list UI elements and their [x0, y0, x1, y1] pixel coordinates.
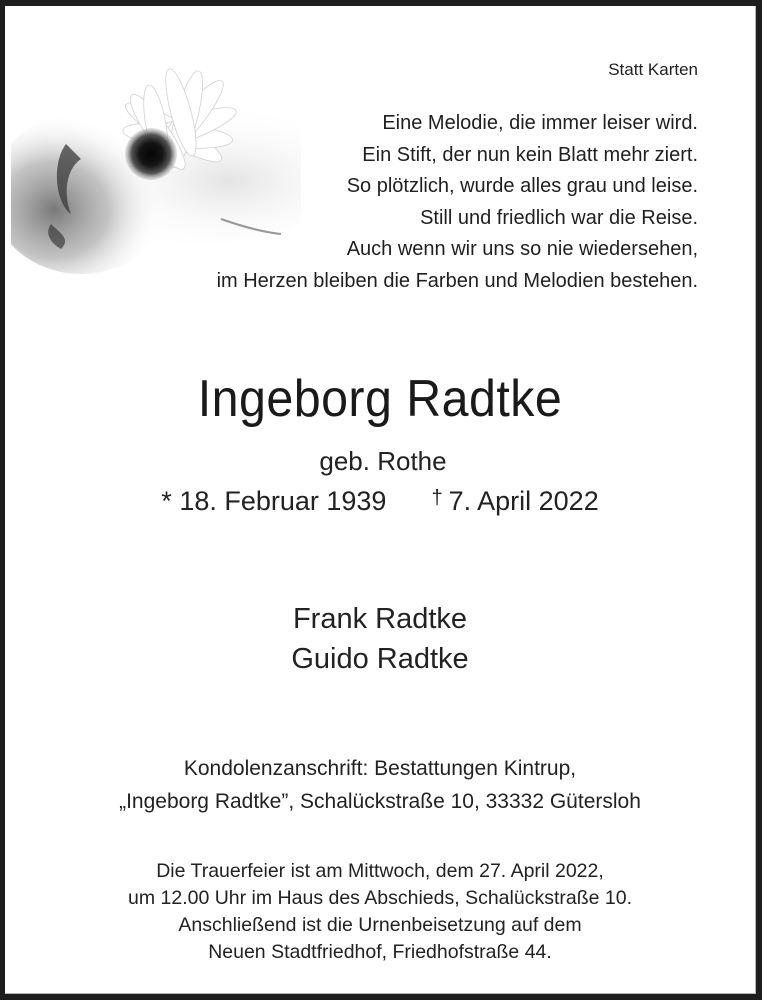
birth-date: 18. Februar 1939 [179, 486, 387, 516]
service-line: Neuen Stadtfriedhof, Friedhofstraße 44. [208, 941, 552, 963]
deceased-name: Ingeborg Radtke [197, 370, 563, 428]
cross-icon: † [431, 487, 443, 509]
statt-karten-note: Statt Karten [608, 60, 698, 79]
poem-line: Eine Melodie, die immer leiser wird. [382, 112, 698, 134]
death-date: 7. April 2022 [448, 486, 599, 516]
poem [217, 108, 698, 297]
life-dates [5, 486, 755, 517]
birth-name: geb. Rothe [319, 446, 447, 476]
poem-line: im Herzen bleiben die Farben und Melodien bestehen. [216, 269, 698, 292]
poem-line: Ein Stift, der nun kein Blatt mehr ziert. [362, 143, 698, 166]
service-line: Anschließend ist die Urnenbeisetzung auf dem [178, 914, 582, 936]
poem-line: Still und friedlich war die Reise. [420, 206, 698, 229]
poem-line: Auch wenn wir uns so nie wiedersehen, [346, 238, 698, 260]
funeral-service-info [5, 858, 755, 966]
address-line: „Ingeborg Radtke”, Schalückstraße 10, 33332 Gütersloh [119, 790, 641, 813]
obituary-notice [5, 6, 756, 994]
address-line: Kondolenzanschrift: Bestattungen Kintrup, [183, 757, 577, 780]
condolence-address [5, 752, 755, 818]
mourner-name: Frank Radtke [292, 603, 468, 635]
birth-star-icon: * [161, 486, 172, 516]
service-line: um 12.00 Uhr im Haus des Abschieds, Schalückstraße 10. [128, 887, 632, 909]
service-line: Die Trauerfeier ist am Mittwoch, dem 27. April 2022, [156, 860, 604, 882]
mourners-list [5, 599, 755, 679]
mourner-name: Guido Radtke [291, 643, 469, 675]
poem-line: So plötzlich, wurde alles grau und leise. [346, 175, 698, 197]
